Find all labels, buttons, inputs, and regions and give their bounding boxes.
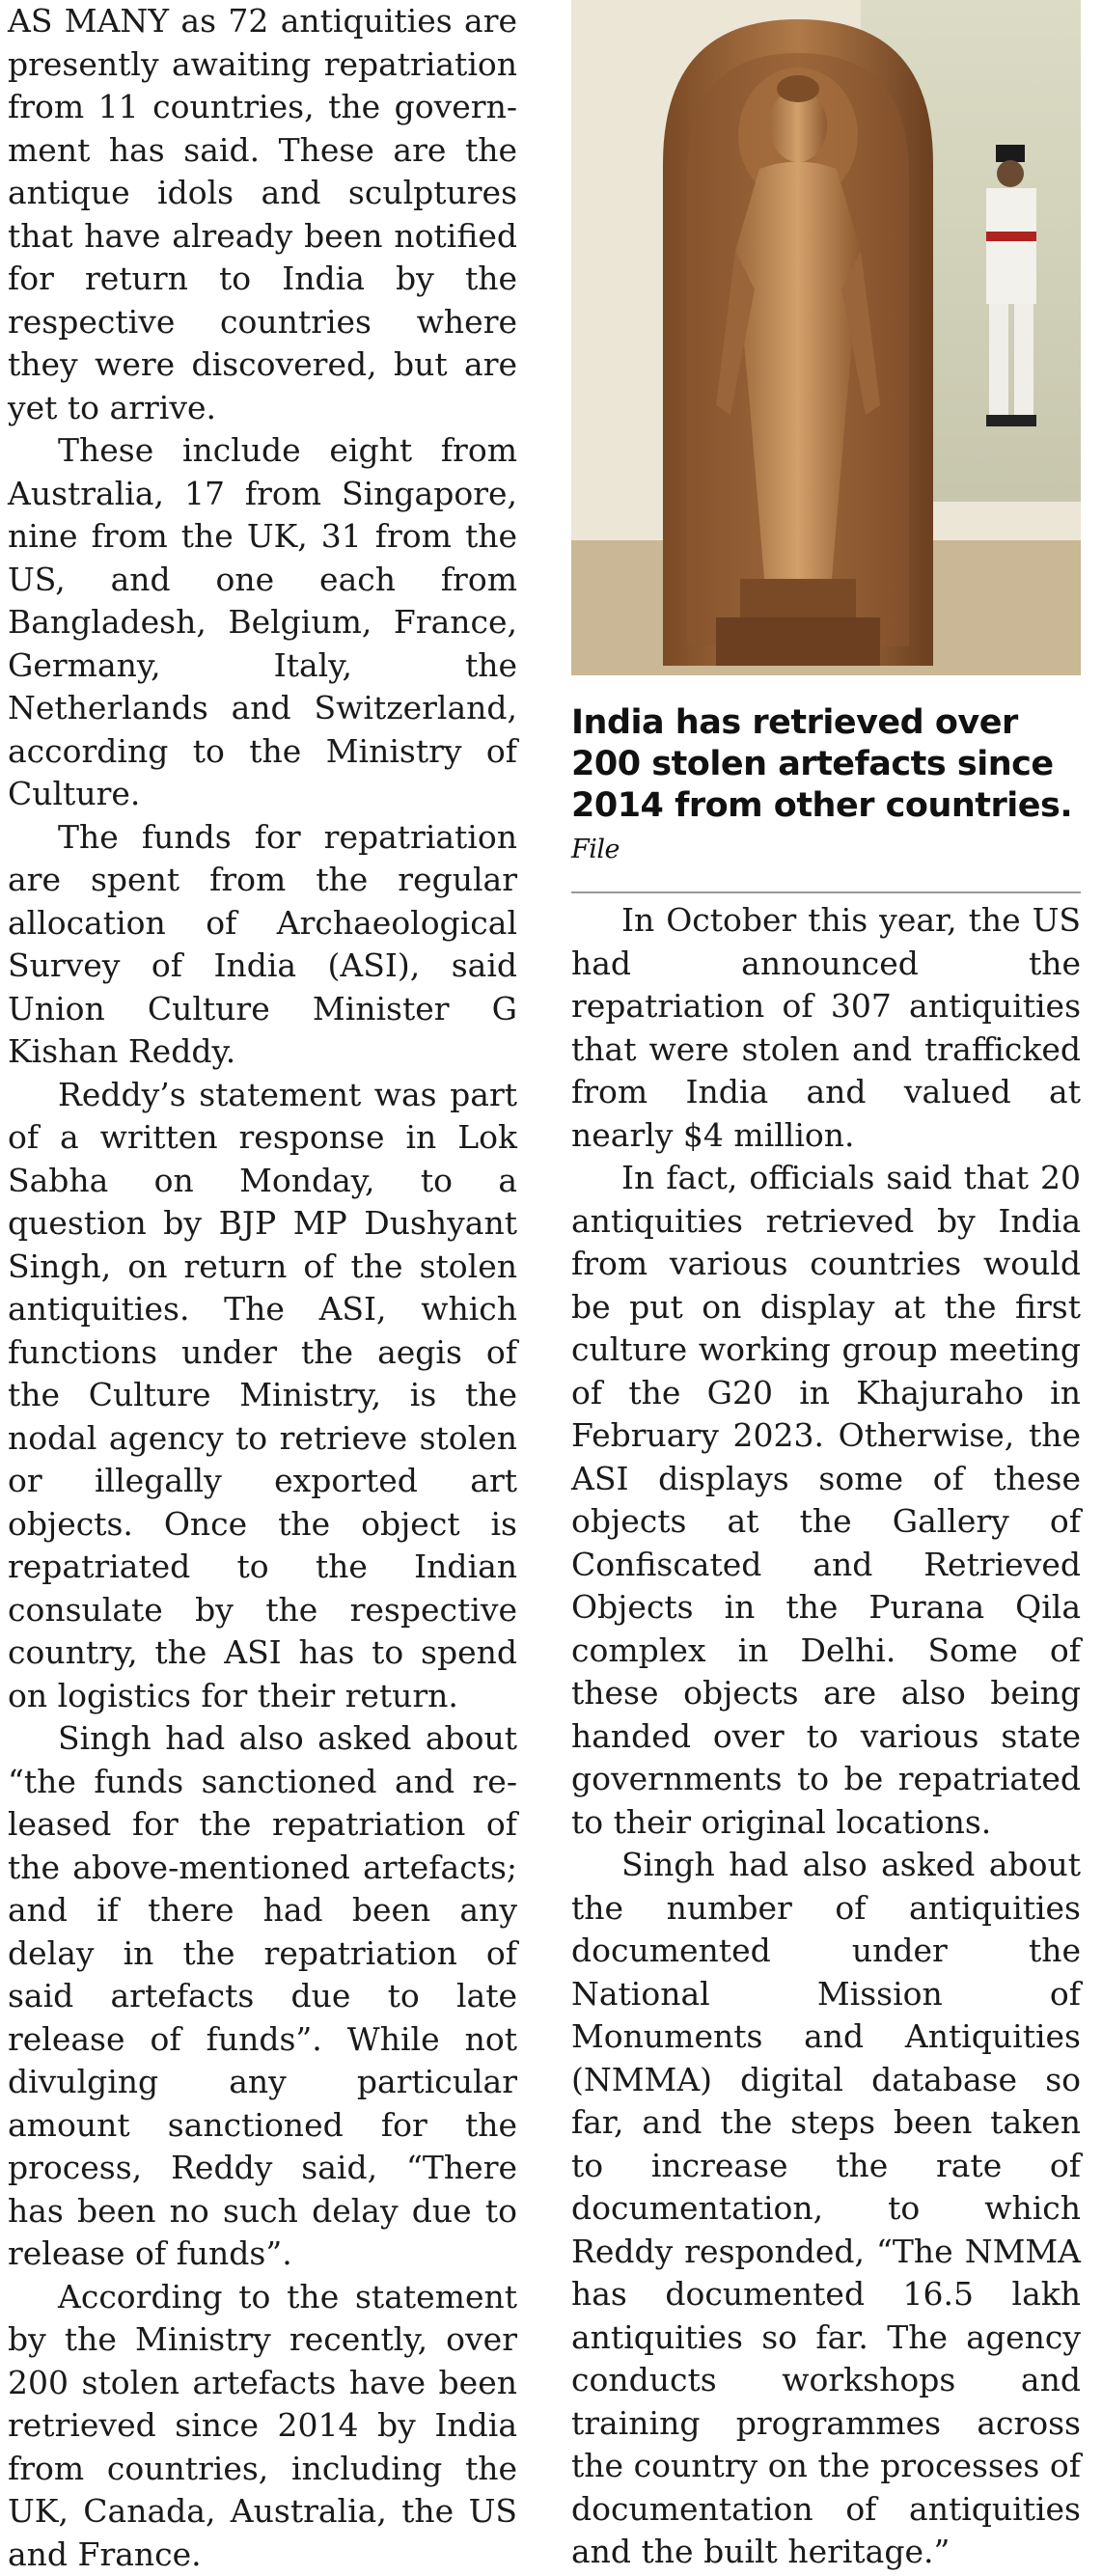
article-paragraph-8: In fact, officials said that 20 antiquities retrieved by India from various countries would be put on display at the first culture working group meeting of the G20 in Khajuraho in February 2023. Otherwise, the ASI displays some of these objects at the Gallery of Confiscated and Retrieved Objects in the Purana Qila complex in Delhi. Some of these objects are also being handed over to various state governments to be repatriated to their original locations. [571,1157,1081,1844]
photo-credit: File [571,835,620,864]
article-column-left [8,0,517,2576]
article-column-right [571,0,1081,2574]
article-paragraph-7: In October this year, the US had announced the repatriation of 307 antiquities that were stolen and trafficked from India and valued at nearly $4 million. [571,899,1081,1157]
caption-divider [571,891,1081,893]
article-paragraph-6: According to the statement by the Ministry recently, over 200 stolen artefacts have been retrieved since 2014 by India from countries, including the UK, Canada, Australia, the US and France. [8,2276,517,2576]
photo-caption-text: India has retrieved over 200 stolen artefacts since 2014 from other countries. [571,703,1072,825]
article-paragraph-1: AS MANY as 72 antiquities are presently awaiting repatriation from 11 countries, the government has said. These are the antique idols and sculptures that have already been notified for return to India by the respective countries where they were discovered, but are yet to arrive. [8,0,517,429]
photo-caption [571,702,1081,870]
article-paragraph-3: The funds for repatriation are spent from the regular allocation of Archaeological Survey of India (ASI), said Union Culture Minister G Kishan Reddy. [8,816,517,1074]
article-paragraph-4: Reddy’s statement was part of a written response in Lok Sabha on Monday, to a question by BJP MP Dushyant Singh, on return of the stolen antiquities. The ASI, which functions under the aegis of the Culture Ministry, is the nodal agency to retrieve stolen or illegally exported art objects. Once the object is repatriated to the Indian consulate by the respective country, the ASI has to spend on logistics for their return. [8,1074,517,1718]
buddha-statue-illustration [571,0,1081,675]
article-paragraph-5: Singh had also asked about “the funds sanctioned and released for the repatriation of the above-mentioned artefacts; and if there had been any delay in the repatriation of said artefacts due to late release of funds”. While not divulging any particular amount sanctioned for the process, Reddy said, “There has been no such delay due to release of funds”. [8,1717,517,2276]
buddha-statue-photo [571,0,1081,675]
article-paragraph-2: These include eight from Australia, 17 from Singapore, nine from the UK, 31 from the US, and one each from Bangladesh, Belgium, France, Germany, Italy, the Netherlands and Switzerland, according to the Ministry of Culture. [8,429,517,816]
article-paragraph-9: Singh had also asked about the number of antiquities documented under the National Mission of Monuments and Antiquities (NMMA) digital database so far, and the steps been taken to increase the rate of documentation, to which Reddy responded, “The NMMA has documented 16.5 lakh antiquities so far. The agency conducts workshops and training programmes across the country on the processes of documentation of antiquities and the built heritage.” [571,1844,1081,2574]
